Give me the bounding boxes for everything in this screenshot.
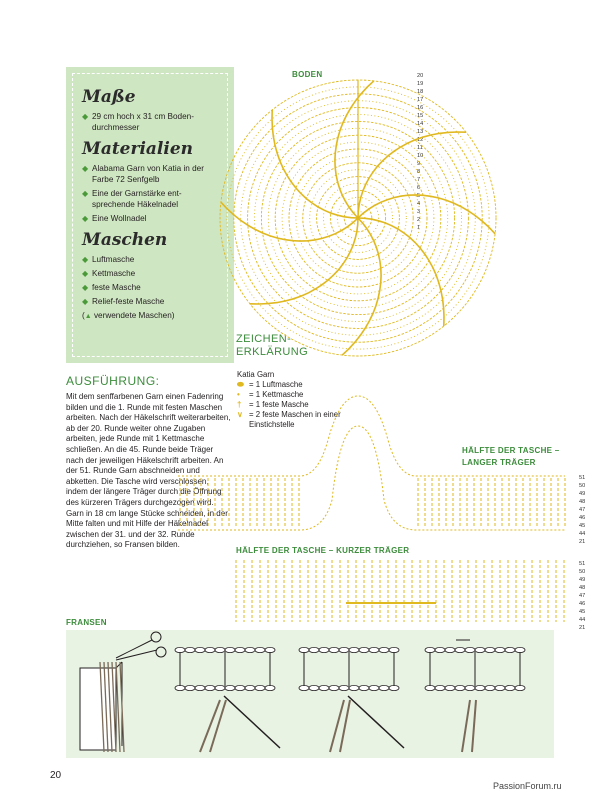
chain-link bbox=[175, 647, 185, 652]
row-number: 47 bbox=[579, 593, 586, 599]
slip-stitch-icon: • bbox=[237, 390, 240, 399]
chain-link bbox=[455, 685, 465, 690]
round-number: 20 bbox=[417, 73, 424, 79]
masse-item-text: 29 cm hoch x 31 cm Boden-durchmesser bbox=[92, 112, 194, 132]
legend-heading-line2: ERKLÄRUNG bbox=[236, 346, 309, 358]
round-number: 19 bbox=[417, 81, 424, 87]
chain-link bbox=[349, 685, 359, 690]
maschen-heading: Maschen bbox=[82, 230, 168, 250]
chain-link bbox=[299, 685, 309, 690]
chain-link bbox=[215, 647, 225, 652]
chain-link bbox=[455, 647, 465, 652]
chain-link bbox=[515, 685, 525, 690]
masche-item-text: Luftmasche bbox=[92, 255, 135, 264]
row-number: 49 bbox=[579, 577, 586, 583]
kurzer-stitch-columns bbox=[236, 560, 564, 622]
chain-link bbox=[235, 685, 245, 690]
chain-link bbox=[319, 685, 329, 690]
chain-link bbox=[175, 685, 185, 690]
round-number: 9 bbox=[417, 161, 421, 167]
bullet-diamond-icon: ◆ bbox=[82, 112, 89, 121]
chain-link bbox=[235, 647, 245, 652]
chain-link bbox=[445, 685, 455, 690]
round-number: 12 bbox=[417, 137, 424, 143]
chain-link bbox=[309, 647, 319, 652]
chain-link bbox=[359, 685, 369, 690]
bullet-diamond-icon: ◆ bbox=[82, 255, 89, 264]
row-number: 46 bbox=[579, 515, 586, 521]
fransen-illustration bbox=[66, 630, 554, 758]
masche-item-text: Relief-feste Masche bbox=[92, 297, 165, 306]
chain-link bbox=[255, 685, 265, 690]
round-number: 2 bbox=[417, 217, 421, 223]
chain-link bbox=[265, 685, 275, 690]
chain-link bbox=[485, 685, 495, 690]
bullet-diamond-icon: ◆ bbox=[82, 189, 89, 198]
kurzer-traeger-chart bbox=[236, 560, 564, 622]
bullet-diamond-icon: ◆ bbox=[82, 297, 89, 306]
row-number: 50 bbox=[579, 569, 586, 575]
chain-link bbox=[505, 685, 515, 690]
chain-link bbox=[245, 685, 255, 690]
chain-link bbox=[425, 647, 435, 652]
round-number: 16 bbox=[417, 105, 424, 111]
chain-link bbox=[475, 647, 485, 652]
chain-link bbox=[215, 685, 225, 690]
chain-link bbox=[389, 647, 399, 652]
round-number: 10 bbox=[417, 153, 424, 159]
row-number: 45 bbox=[579, 523, 586, 529]
row-number: 47 bbox=[579, 507, 586, 513]
page-number: 20 bbox=[50, 770, 62, 781]
fransen-label: FRANSEN bbox=[66, 618, 107, 627]
masche-item-text: Kettmasche bbox=[92, 269, 136, 278]
chain-link bbox=[369, 647, 379, 652]
chain-link bbox=[349, 647, 359, 652]
chain-link bbox=[319, 647, 329, 652]
round-number: 17 bbox=[417, 97, 424, 103]
round-number: 1 bbox=[417, 225, 421, 231]
masche-item-text: feste Masche bbox=[92, 283, 141, 292]
row-number: 50 bbox=[579, 483, 586, 489]
chain-link bbox=[329, 685, 339, 690]
chain-link bbox=[329, 647, 339, 652]
row-number: 21 bbox=[579, 539, 586, 545]
round-number: 4 bbox=[417, 201, 421, 207]
watermark-text: PassionForum.ru bbox=[493, 781, 562, 791]
row-number: 44 bbox=[579, 617, 586, 623]
round-number: 15 bbox=[417, 113, 424, 119]
row-number: 51 bbox=[579, 475, 586, 481]
round-number: 18 bbox=[417, 89, 424, 95]
chain-link bbox=[255, 647, 265, 652]
chain-link bbox=[485, 647, 495, 652]
chain-link bbox=[225, 685, 235, 690]
round-number: 7 bbox=[417, 177, 421, 183]
chain-link bbox=[225, 647, 235, 652]
chain-link bbox=[185, 685, 195, 690]
row-number: 45 bbox=[579, 609, 586, 615]
bullet-diamond-icon: ◆ bbox=[82, 269, 89, 278]
row-number: 49 bbox=[579, 491, 586, 497]
kurzer-traeger-label: HÄLFTE DER TASCHE – KURZER TRÄGER bbox=[236, 546, 410, 555]
row-number: 46 bbox=[579, 601, 586, 607]
row-number: 51 bbox=[579, 561, 586, 567]
legend-yarn: Katia Garn bbox=[237, 370, 275, 379]
chain-link bbox=[195, 647, 205, 652]
masse-heading: Maße bbox=[82, 87, 136, 107]
chain-link bbox=[185, 647, 195, 652]
round-number: 11 bbox=[417, 145, 423, 151]
chain-link bbox=[299, 647, 309, 652]
chain-link bbox=[195, 685, 205, 690]
chain-link bbox=[389, 685, 399, 690]
legend-heading-line1: ZEICHEN- bbox=[236, 333, 292, 345]
material-item-text: Eine der Garnstärke ent-sprechende Häkelnadel bbox=[92, 189, 182, 209]
bullet-diamond-icon: ◆ bbox=[82, 283, 89, 292]
chain-link bbox=[475, 685, 485, 690]
row-number: 44 bbox=[579, 531, 586, 537]
boden-label: BODEN bbox=[292, 70, 323, 79]
chain-link bbox=[425, 685, 435, 690]
chain-link bbox=[309, 685, 319, 690]
langer-traeger-chart bbox=[178, 396, 565, 530]
langer-label-line2: LANGER TRÄGER bbox=[462, 458, 536, 467]
note-paren: ( bbox=[82, 311, 85, 320]
chain-link bbox=[435, 647, 445, 652]
legend-label: = 1 Luftmasche bbox=[249, 380, 303, 389]
materialien-heading: Materialien bbox=[82, 139, 194, 159]
round-number: 14 bbox=[417, 121, 424, 127]
chain-link bbox=[465, 685, 475, 690]
row-number: 21 bbox=[579, 625, 586, 631]
strap-outline bbox=[178, 396, 565, 476]
chain-link bbox=[435, 685, 445, 690]
note-text: verwendete Maschen) bbox=[91, 311, 175, 320]
ausfuehrung-text: Mit dem senffarbenen Garn einen Fadenring bilden und die 1. Runde mit festen Maschen arbeiten. Nach der Häkelschrift weiterarbeiten, ab der 20. Runde weiter ohne Zugaben arbeiten, jede Runde mit 1 Kettmasche schließen. An die 45. Runde beide Träger nach der jeweiligen Häkelschrift arbeiten. An der 51. Runde Garn abschneiden und abketten. Die Tasche wird verschlossen, indem der längere Träger durch die Öffnung des kürzeren Trägers durchgezogen wird. Garn in 18 cm lange Stücke schneiden, in der Mitte falten und mit Hilfe der Häkelnadel zwischen der 31. und der 32. Runde durchziehen, so Fransen bilden. bbox=[66, 392, 231, 550]
increase-stitch-icon: ∨ bbox=[237, 410, 243, 419]
chain-link bbox=[515, 647, 525, 652]
chain-link bbox=[339, 685, 349, 690]
langer-stitch-columns bbox=[180, 478, 565, 528]
material-item-text: Alabama Garn von Katia in der Farbe 72 Senfgelb bbox=[92, 164, 204, 184]
chain-link bbox=[245, 647, 255, 652]
chain-link bbox=[379, 685, 389, 690]
round-number: 5 bbox=[417, 193, 421, 199]
chain-link bbox=[339, 647, 349, 652]
chain-link bbox=[369, 685, 379, 690]
chain-link bbox=[205, 685, 215, 690]
single-crochet-icon: † bbox=[237, 400, 242, 409]
chain-link bbox=[379, 647, 389, 652]
row-number: 48 bbox=[579, 585, 586, 591]
round-number: 6 bbox=[417, 185, 421, 191]
round-number: 13 bbox=[417, 129, 424, 135]
bullet-diamond-icon: ◆ bbox=[82, 164, 89, 173]
round-number: 3 bbox=[417, 209, 421, 215]
bullet-diamond-icon: ◆ bbox=[82, 214, 89, 223]
ausfuehrung-heading: AUSFÜHRUNG: bbox=[66, 374, 160, 388]
chain-link bbox=[445, 647, 455, 652]
legend-label: = 2 feste Maschen in einer Einstichstelle bbox=[249, 410, 341, 429]
legend-label: = 1 feste Masche bbox=[249, 400, 309, 409]
chain-link bbox=[265, 647, 275, 652]
chain-link bbox=[505, 647, 515, 652]
chain-link bbox=[495, 685, 505, 690]
chain-link bbox=[495, 647, 505, 652]
boden-crochet-chart bbox=[220, 80, 496, 356]
chain-link bbox=[359, 647, 369, 652]
chain-link bbox=[205, 647, 215, 652]
round-number: 8 bbox=[417, 169, 421, 175]
chain-stitch-icon: ⬬ bbox=[237, 380, 244, 389]
row-number: 48 bbox=[579, 499, 586, 505]
langer-label-line1: HÄLFTE DER TASCHE – bbox=[462, 446, 560, 455]
legend-label: = 1 Kettmasche bbox=[249, 390, 304, 399]
material-item-text: Eine Wollnadel bbox=[92, 214, 147, 223]
triangle-icon: ▲ bbox=[84, 313, 92, 320]
chain-link bbox=[465, 647, 475, 652]
